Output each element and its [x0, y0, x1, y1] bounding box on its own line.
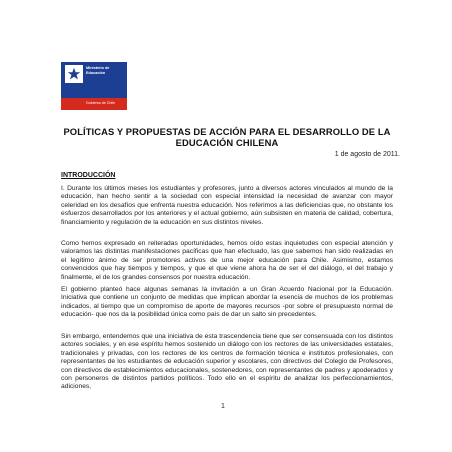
- paragraph: I. Durante los últimos meses los estudiantes y profesores, junto a diversos actores vinculados al mundo de la educación, han hecho sentir a la sociedad con especial intensidad la necesidad de avanzar con mayor celeridad en los desafíos que enfrenta nuestra educación. Nos referimos a las deficiencias que, no obstante los esfuerzos desarrollados por los anteriores y el actual gobierno, aún subsisten en materia de calidad, cobertura, financiamiento y regulación de la educación en sus distintos niveles.: [61, 185, 393, 226]
- star-icon: [65, 65, 83, 83]
- paragraph: Como hemos expresado en reiteradas oportunidades, hemos oído estas inquietudes con especial atención y valoramos las distintas manifestaciones pacíficas que han efectuado, las que sabemos han sido realizadas en el legítimo ánimo de ser promotores activos de una mejor educación para Chile. Asimismo, estamos convencidos que hay tiempos y tiempos, y que el que viene ahora ha de ser el del diálogo, el del trabajo y finalmente, el de los grandes consensos por nuestra educación.: [61, 240, 393, 281]
- logo-ministry-name: Ministerio de Educación: [86, 66, 110, 75]
- document-date: 1 de agosto de 2011.: [334, 151, 400, 158]
- ministry-logo: [61, 62, 127, 110]
- page-number: 1: [221, 403, 225, 410]
- logo-country-name: Gobierno de Chile: [86, 101, 115, 105]
- section-heading: INTRODUCCIÓN: [61, 172, 116, 179]
- paragraph: El gobierno planteó hace algunas semanas la invitación a un Gran Acuerdo Nacional por la Educación. Iniciativa que contiene un conjunto de medidas que implican abordar la esencia de muchos de los problemas indicados, al tiempo que un compromiso de aporte de mayores recursos -por sobre el presupuesto normal de educación- que nos da la posibilidad única como país de dar un salto sin precedentes.: [61, 286, 393, 319]
- paragraph: Sin embargo, entendemos que una iniciativa de esta trascendencia tiene que ser consensuada con los distintos actores sociales, y en ese espíritu hemos sostenido un diálogo con los rectores de las universidades estatales, tradicionales y privadas, con los rectores de los centros de formación técnica e institutos profesionales, con representantes de los estudiantes de educación superior y escolares, con directivos del Colegio de Profesores, con directivos de establecimientos educacionales, sostenedores, con representantes de padres y apoderados y con personeros de distintos partidos políticos. Todo ello en el espíritu de analizar los perfeccionamientos, adiciones,: [61, 333, 393, 391]
- document-title: POLÍTICAS Y PROPUESTAS DE ACCIÓN PARA EL DESARROLLO DE LA EDUCACIÓN CHILENA: [63, 126, 391, 148]
